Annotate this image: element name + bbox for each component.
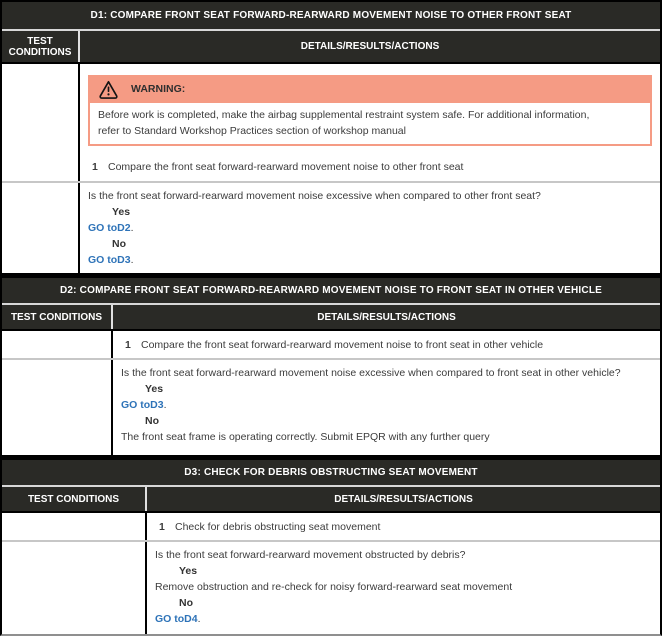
details-cell xyxy=(113,331,660,358)
question-cell xyxy=(113,360,660,455)
column-header-row xyxy=(2,487,660,513)
go-to-d3-link[interactable]: GO toD3 xyxy=(88,254,131,266)
section-d1 xyxy=(2,2,660,273)
section-d2-title: D2: COMPARE FRONT SEAT FORWARD-REARWARD MOVEMENT NOISE TO FRONT SEAT IN OTHER VEHICLE xyxy=(2,278,660,305)
section-d2 xyxy=(2,273,660,455)
table-row xyxy=(2,331,660,358)
step-text: Compare the front seat forward-rearward movement noise to front seat in other vehicle xyxy=(141,339,544,351)
step-number: 1 xyxy=(92,161,98,173)
question-cell xyxy=(80,183,660,273)
step-line xyxy=(147,513,660,540)
answer-yes-label: Yes xyxy=(145,383,164,395)
step-text: Check for debris obstructing seat movement xyxy=(175,521,381,533)
step-line xyxy=(80,159,660,175)
table-row xyxy=(2,64,660,181)
col-header-details: DETAILS/RESULTS/ACTIONS xyxy=(113,305,660,329)
answer-yes-label: Yes xyxy=(112,206,131,218)
warning-label: WARNING: xyxy=(131,83,186,95)
warning-header xyxy=(88,75,652,103)
warning-triangle-icon xyxy=(98,79,119,100)
table-row xyxy=(2,540,660,634)
test-conditions-cell xyxy=(2,513,147,540)
question-text: Is the front seat forward-rearward movement obstructed by debris? xyxy=(155,549,466,561)
table-row xyxy=(2,181,660,273)
section-d3-title: D3: CHECK FOR DEBRIS OBSTRUCTING SEAT MOVEMENT xyxy=(2,460,660,487)
test-conditions-cell xyxy=(2,183,80,273)
link-period: . xyxy=(163,399,167,411)
step-number: 1 xyxy=(125,339,131,351)
question-text: Is the front seat forward-rearward movement noise excessive when compared to front seat in other vehicle? xyxy=(121,367,621,379)
step-text: Compare the front seat forward-rearward movement noise to other front seat xyxy=(108,161,464,173)
answer-yes-label: Yes xyxy=(179,565,198,577)
warning-text: Before work is completed, make the airbag supplemental restraint system safe. For additional information, refer to Standard Workshop Practices section of workshop manual xyxy=(88,103,652,146)
col-header-test-conditions: TEST CONDITIONS xyxy=(2,305,113,329)
question-text: Is the front seat forward-rearward movement noise excessive when compared to other front seat? xyxy=(88,190,541,202)
section-d3 xyxy=(2,455,660,634)
answer-no-action: The front seat frame is operating correctly. Submit EPQR with any further query xyxy=(121,431,490,443)
link-period: . xyxy=(130,254,134,266)
answer-no-label: No xyxy=(145,415,159,427)
link-period: . xyxy=(197,613,201,625)
col-header-details: DETAILS/RESULTS/ACTIONS xyxy=(80,31,660,62)
col-header-details: DETAILS/RESULTS/ACTIONS xyxy=(147,487,660,511)
test-conditions-cell xyxy=(2,331,113,358)
answer-yes-action: Remove obstruction and re-check for noisy forward-rearward seat movement xyxy=(155,581,513,593)
answer-no-label: No xyxy=(112,238,126,250)
warning-box xyxy=(88,75,652,146)
answer-no-action xyxy=(88,252,654,268)
answer-no-label: No xyxy=(179,597,193,609)
question-cell xyxy=(147,542,660,634)
link-period: . xyxy=(130,222,134,234)
details-cell xyxy=(80,64,660,181)
go-to-d4-link[interactable]: GO toD4 xyxy=(155,613,198,625)
col-header-test-conditions: TEST CONDITIONS xyxy=(2,31,80,62)
col-header-test-conditions: TEST CONDITIONS xyxy=(2,487,147,511)
table-row xyxy=(2,513,660,540)
section-d1-title: D1: COMPARE FRONT SEAT FORWARD-REARWARD MOVEMENT NOISE TO OTHER FRONT SEAT xyxy=(2,2,660,31)
column-header-row xyxy=(2,31,660,64)
answer-no-action xyxy=(155,611,654,627)
step-number: 1 xyxy=(159,521,165,533)
test-conditions-cell xyxy=(2,542,147,634)
go-to-d2-link[interactable]: GO toD2 xyxy=(88,222,131,234)
answer-yes-action xyxy=(121,397,654,413)
go-to-d3-link[interactable]: GO toD3 xyxy=(121,399,164,411)
table-row xyxy=(2,358,660,455)
step-line xyxy=(113,331,660,358)
details-cell xyxy=(147,513,660,540)
answer-yes-action xyxy=(88,220,654,236)
column-header-row xyxy=(2,305,660,331)
test-conditions-cell xyxy=(2,360,113,455)
test-conditions-cell xyxy=(2,64,80,181)
